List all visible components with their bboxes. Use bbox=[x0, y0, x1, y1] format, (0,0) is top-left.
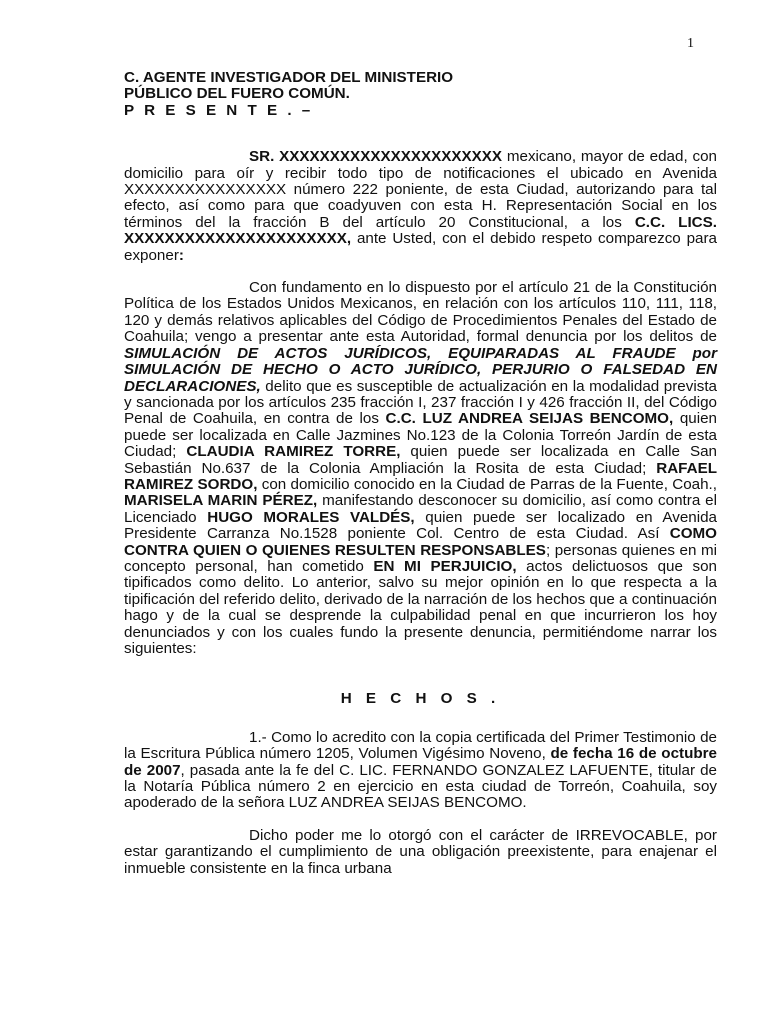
paragraph-text: quien puede ser localizada en Calle Jazmines No.123 de la Colonia Torreón Jardín de esta Ciudad; bbox=[124, 410, 717, 461]
paragraph-text: Dicho poder me lo otorgó con el carácter de IRREVOCABLE, por estar garantizando el cumplimiento de una obligación preexistente, para enajenar el inmueble consistente en la finca urbana bbox=[124, 826, 717, 877]
defendant-name: C.C. LUZ ANDREA SEIJAS BENCOMO, bbox=[385, 410, 674, 428]
paragraph-text: : bbox=[178, 246, 184, 264]
paragraph-text: con domicilio conocido en la Ciudad de Parras de la Fuente, Coah., bbox=[257, 475, 717, 493]
defendant-name: RAFAEL RAMIREZ SORDO, bbox=[124, 459, 717, 493]
complainant-name: SR. XXXXXXXXXXXXXXXXXXXXXX bbox=[249, 148, 503, 166]
addressee-line-2: PÚBLICO DEL FUERO COMÚN. bbox=[124, 85, 350, 103]
responsible-parties: COMO CONTRA QUIEN O QUIENES RESULTEN RESPONSABLES bbox=[124, 525, 717, 559]
paragraph-text: quien puede ser localizado en Avenida Presidente Carranza No.1528 poniente Col. Centro de esta Ciudad. Así bbox=[124, 508, 718, 543]
paragraph-text: delito que es susceptible de actualización en la modalidad prevista y sancionada por los artículos 235 fracción I, 237 fracción I y 426 fracción II, del Código Penal de Coahuila, en contra de los bbox=[124, 377, 717, 428]
paragraph-text: mexicano, mayor de edad, con domicilio para oír y recibir todo tipo de notificaciones el ubicado en Avenida XXXXXXXXXXXXXXXX número 222 poniente, de esta Ciudad, autorizando para tal efecto, así como para que coadyuven con esta H. Representación Social en los términos del la fracción B del artículo 20 Constitucional, a los bbox=[124, 148, 717, 231]
paragraph-text: ; personas quienes en mi concepto personal, han cometido bbox=[124, 541, 717, 575]
deed-date: de fecha 16 de octubre de 2007 bbox=[124, 745, 717, 779]
addressee-line-1: C. AGENTE INVESTIGADOR DEL MINISTERIO bbox=[124, 69, 454, 86]
addressee-line-3: P R E S E N T E . – bbox=[124, 101, 314, 119]
section-heading-hechos: H E C H O S . bbox=[340, 690, 501, 708]
paragraph-text: quien puede ser localizada en Calle San Sebastián No.637 de la Colonia Ampliación la Rosita de esta Ciudad; bbox=[124, 443, 717, 477]
defendant-name: MARISELA MARIN PÉREZ, bbox=[124, 492, 318, 510]
in-my-detriment: EN MI PERJUICIO, bbox=[373, 557, 517, 575]
paragraph-text: manifestando desconocer su domicilio, así como contra el Licenciado bbox=[124, 492, 717, 526]
addressee-block bbox=[124, 70, 717, 119]
paragraph-power-of-attorney bbox=[124, 828, 717, 877]
paragraph-text: 1.- Como lo acredito con la copia certificada del Primer Testimonio de la Escritura Pública número 1205, Volumen Vigésimo Noveno, bbox=[124, 728, 717, 763]
paragraph-text: actos delictuosos que son tipificados como delito. Lo anterior, salvo su mejor opinión en lo que respecta a la tipificación del referido delito, derivado de la narración de los hechos que a continuación hago y de la cual se desprende la culpabilidad penal en que incurrieron los hoy denunciados y con los cuales fundo la presente denuncia, permitiéndome narrar los siguientes: bbox=[124, 557, 717, 657]
document-body bbox=[124, 70, 717, 877]
defendant-name: CLAUDIA RAMIREZ TORRE, bbox=[186, 443, 401, 461]
paragraph-complaint bbox=[124, 280, 717, 657]
paragraph-text: , pasada ante la fe del C. LIC. FERNANDO GONZALEZ LAFUENTE, titular de la Notaría Pública número 2 en ejercicio en esta ciudad de Torreón, Coahuila, soy apoderado de la señora LUZ ANDREA SEIJAS BENCOMO. bbox=[124, 761, 717, 812]
defendant-name: HUGO MORALES VALDÉS, bbox=[207, 508, 415, 526]
paragraph-introduction bbox=[124, 149, 717, 264]
offenses-list: SIMULACIÓN DE ACTOS JURÍDICOS, EQUIPARADAS AL FRAUDE por SIMULACIÓN DE HECHO O ACTO JURÍDICO, PERJURIO O FALSEDAD EN DECLARACIONES, bbox=[124, 344, 717, 395]
attorneys-names: C.C. LICS. XXXXXXXXXXXXXXXXXXXXXX, bbox=[124, 213, 717, 248]
paragraph-fact-1 bbox=[124, 730, 717, 812]
paragraph-text: Con fundamento en lo dispuesto por el artículo 21 de la Constitución Política de los Estados Unidos Mexicanos, en relación con los artículos 110, 111, 118, 120 y demás relativos aplicables del Código de Procedimientos Penales del Estado de Coahuila; vengo a presentar ante esta Autoridad, formal denuncia por los delitos de bbox=[124, 279, 717, 346]
page-number: 1 bbox=[687, 36, 694, 51]
paragraph-text: ante Usted, con el debido respeto comparezco para exponer bbox=[124, 230, 717, 264]
